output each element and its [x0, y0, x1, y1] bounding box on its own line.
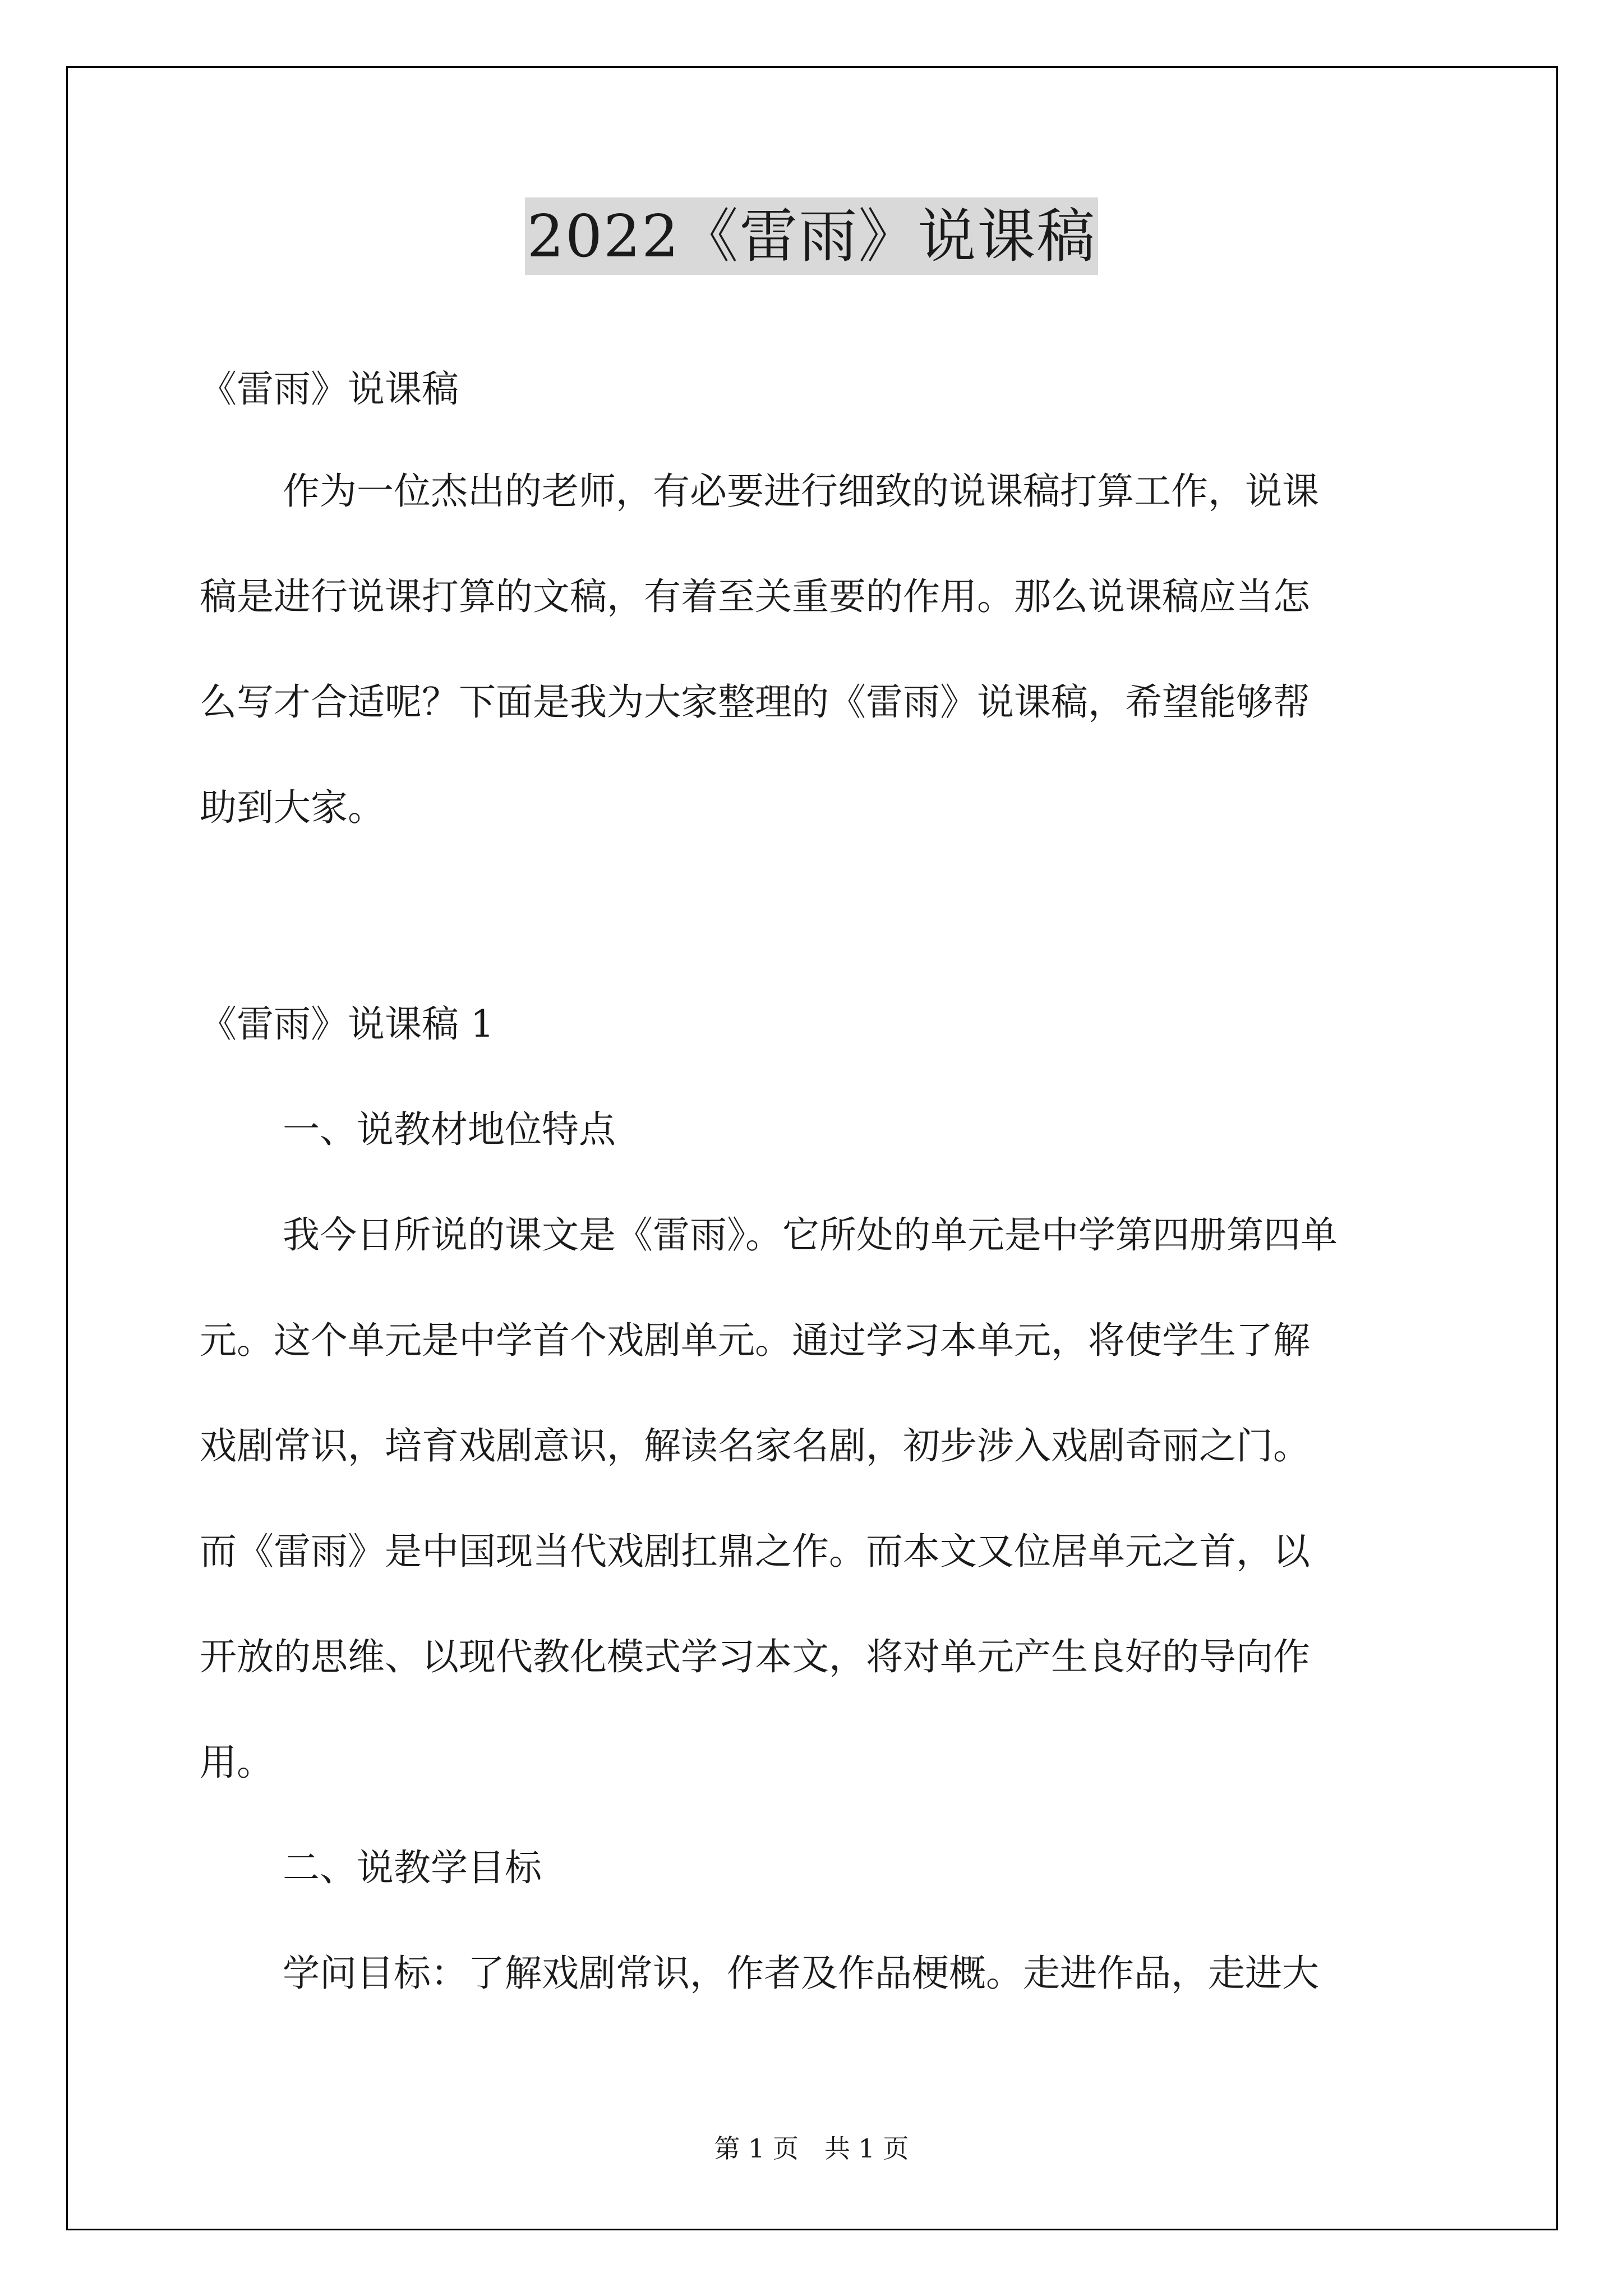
- intro-paragraph-line-2: 稿是进行说课打算的文稿，有着至关重要的作用。那么说课稿应当怎: [200, 575, 1310, 618]
- section-heading-main: 《雷雨》说课稿: [200, 367, 459, 411]
- title-container: [0, 197, 1623, 275]
- objectives-paragraph-line-1: 学问目标：了解戏剧常识，作者及作品梗概。走进作品，走进大: [283, 1952, 1319, 1995]
- section-heading-1: 《雷雨》说课稿 1: [200, 1002, 494, 1046]
- textbook-paragraph-line-5: 开放的思维、以现代教化模式学习本文，将对单元产生良好的导向作: [200, 1635, 1310, 1678]
- textbook-paragraph-line-4: 而《雷雨》是中国现当代戏剧扛鼎之作。而本文又位居单元之首，以: [200, 1530, 1310, 1573]
- intro-paragraph-line-3: 么写才合适呢？下面是我为大家整理的《雷雨》说课稿，希望能够帮: [200, 680, 1310, 724]
- textbook-paragraph-line-1: 我今日所说的课文是《雷雨》。它所处的单元是中学第四册第四单: [283, 1213, 1338, 1257]
- document-title: 2022《雷雨》说课稿: [525, 197, 1099, 275]
- page-footer: 第 1 页 共 1 页: [714, 2133, 909, 2164]
- subheading-objectives: 二、说教学目标: [283, 1846, 542, 1889]
- intro-paragraph-line-4: 助到大家。: [200, 786, 385, 829]
- textbook-paragraph-line-6: 用。: [200, 1741, 274, 1784]
- textbook-paragraph-line-3: 戏剧常识，培育戏剧意识，解读名家名剧，初步涉入戏剧奇丽之门。: [200, 1424, 1310, 1467]
- intro-paragraph-line-1: 作为一位杰出的老师，有必要进行细致的说课稿打算工作，说课: [283, 470, 1319, 513]
- subheading-textbook: 一、说教材地位特点: [283, 1108, 616, 1151]
- textbook-paragraph-line-2: 元。这个单元是中学首个戏剧单元。通过学习本单元，将使学生了解: [200, 1319, 1310, 1362]
